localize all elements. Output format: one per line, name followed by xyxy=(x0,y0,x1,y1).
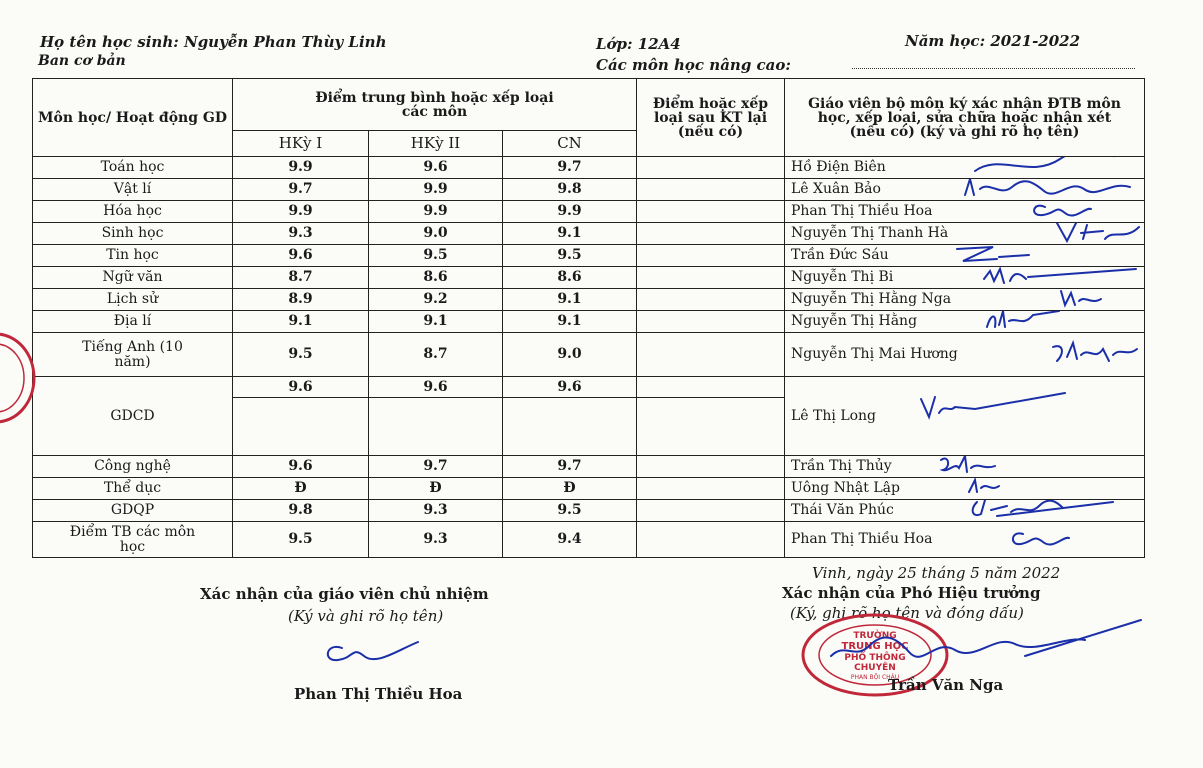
class-label: Lớp: 12A4 xyxy=(596,35,681,53)
subject-cell: Toán học xyxy=(33,157,233,179)
subject-cell: Lịch sử xyxy=(33,289,233,311)
cn-cell: 9.5 xyxy=(503,245,637,267)
seal-text-2: TRUNG HỌC xyxy=(841,641,909,652)
cn-cell: 9.9 xyxy=(503,201,637,223)
table-row xyxy=(33,267,1145,289)
homeroom-signature xyxy=(318,636,428,670)
track-label: Ban cơ bản xyxy=(38,53,126,69)
teacher-name: Nguyễn Thị Hằng Nga xyxy=(791,291,952,307)
teacher-name: Trần Thị Thủy xyxy=(791,458,892,474)
cn-cell: 9.8 xyxy=(503,179,637,201)
teacher-name: Thái Văn Phúc xyxy=(791,502,894,518)
teacher-cell xyxy=(785,267,1145,289)
cn-cell: 9.7 xyxy=(503,456,637,478)
homeroom-teacher-name: Phan Thị Thiều Hoa xyxy=(294,685,463,703)
cn-cell: 9.1 xyxy=(503,311,637,333)
teacher-cell xyxy=(785,500,1145,522)
table-row xyxy=(33,522,1145,558)
hk1-cell: 9.6 xyxy=(233,377,369,398)
hk2-cell: 9.0 xyxy=(369,223,503,245)
blank-cell xyxy=(637,398,785,456)
hk1-cell: Đ xyxy=(233,478,369,500)
teacher-cell xyxy=(785,179,1145,201)
retest-cell xyxy=(637,157,785,179)
col-header-cn: CN xyxy=(503,131,637,157)
retest-cell xyxy=(637,500,785,522)
seal-text-3: PHỔ THÔNG xyxy=(844,653,906,663)
retest-cell xyxy=(637,311,785,333)
hk1-cell: 9.8 xyxy=(233,500,369,522)
subject-cell: GDCD xyxy=(33,377,233,456)
cn-cell: 8.6 xyxy=(503,267,637,289)
hk1-cell: 9.9 xyxy=(233,157,369,179)
table-row xyxy=(33,245,1145,267)
teacher-cell xyxy=(785,289,1145,311)
col-header-hk1: HKỳ I xyxy=(233,131,369,157)
col-header-hk2: HKỳ II xyxy=(369,131,503,157)
teacher-name: Trần Đức Sáu xyxy=(791,247,889,263)
retest-cell xyxy=(637,223,785,245)
retest-cell xyxy=(637,179,785,201)
hk1-cell: 9.6 xyxy=(233,456,369,478)
teacher-name: Lê Thị Long xyxy=(791,407,877,424)
hk2-cell: 9.3 xyxy=(369,500,503,522)
retest-cell xyxy=(637,267,785,289)
subject-cell: Thể dục xyxy=(33,478,233,500)
teacher-cell xyxy=(785,223,1145,245)
retest-cell xyxy=(637,478,785,500)
signature xyxy=(1025,201,1095,223)
teacher-cell xyxy=(785,201,1145,223)
teacher-name: Nguyễn Thị Hằng xyxy=(791,313,918,329)
hk2-cell: 9.6 xyxy=(369,157,503,179)
left-edge-seal-fragment xyxy=(0,330,36,426)
hk1-cell: 8.7 xyxy=(233,267,369,289)
seal-text-5: PHAN BỘI CHÂU xyxy=(850,674,900,681)
table-row xyxy=(33,179,1145,201)
subject-cell: Hóa học xyxy=(33,201,233,223)
hk2-cell: 8.6 xyxy=(369,267,503,289)
teacher-name: Nguyễn Thị Bi xyxy=(791,269,894,285)
blank-cell xyxy=(369,398,503,456)
table-row xyxy=(33,333,1145,377)
hk2-cell: 9.9 xyxy=(369,201,503,223)
retest-cell xyxy=(637,201,785,223)
hk1-cell: 9.6 xyxy=(233,245,369,267)
school-year: Năm học: 2021-2022 xyxy=(905,32,1081,50)
teacher-cell xyxy=(785,522,1145,558)
hk2-cell: 9.3 xyxy=(369,522,503,558)
vice-principal-confirm-subtitle: (Ký, ghi rõ họ tên và đóng dấu) xyxy=(790,604,1024,622)
blank-cell xyxy=(503,398,637,456)
hk2-cell: 9.5 xyxy=(369,245,503,267)
teacher-cell xyxy=(785,245,1145,267)
table-row xyxy=(33,223,1145,245)
subject-cell: GDQP xyxy=(33,500,233,522)
homeroom-confirm-title: Xác nhận của giáo viên chủ nhiệm xyxy=(200,585,489,603)
hk2-cell: 9.2 xyxy=(369,289,503,311)
table-row xyxy=(33,311,1145,333)
subject-cell: Tin học xyxy=(33,245,233,267)
retest-cell xyxy=(637,333,785,377)
signature xyxy=(980,267,1140,289)
teacher-cell xyxy=(785,478,1145,500)
cn-cell: Đ xyxy=(503,478,637,500)
hk2-cell: Đ xyxy=(369,478,503,500)
subject-cell: Tiếng Anh (10 năm) xyxy=(33,333,233,377)
signature xyxy=(965,478,1005,500)
hk1-cell: 9.5 xyxy=(233,522,369,558)
table-row xyxy=(33,456,1145,478)
teacher-cell xyxy=(785,333,1145,377)
col-header-teacher: Giáo viên bộ môn ký xác nhận ĐTB môn học, xếp loại, sửa chữa hoặc nhận xét (nếu có) (ký và ghi rõ họ tên) xyxy=(785,79,1145,157)
retest-cell xyxy=(637,245,785,267)
hk2-cell: 8.7 xyxy=(369,333,503,377)
teacher-cell xyxy=(785,377,1145,456)
vice-principal-confirm-title: Xác nhận của Phó Hiệu trưởng xyxy=(782,584,1041,602)
teacher-name: Phan Thị Thiều Hoa xyxy=(791,203,933,219)
grades-table xyxy=(32,78,1145,558)
cn-cell: 9.5 xyxy=(503,500,637,522)
cn-cell: 9.1 xyxy=(503,289,637,311)
signature xyxy=(960,179,1135,201)
signature xyxy=(1053,223,1143,245)
retest-cell xyxy=(637,456,785,478)
subject-cell: Địa lí xyxy=(33,311,233,333)
table-row xyxy=(33,201,1145,223)
blank-cell xyxy=(233,398,369,456)
subject-cell: Công nghệ xyxy=(33,456,233,478)
teacher-name: Lê Xuân Bảo xyxy=(791,181,881,197)
signature xyxy=(953,245,1033,267)
cn-cell: 9.4 xyxy=(503,522,637,558)
teacher-cell xyxy=(785,311,1145,333)
teacher-name: Nguyễn Thị Thanh Hà xyxy=(791,225,949,241)
table-row xyxy=(33,289,1145,311)
signature xyxy=(967,500,1117,522)
signature xyxy=(970,157,1120,179)
hk2-cell: 9.6 xyxy=(369,377,503,398)
cn-cell: 9.6 xyxy=(503,377,637,398)
cn-cell: 9.7 xyxy=(503,157,637,179)
signature xyxy=(1047,339,1139,369)
subject-cell: Sinh học xyxy=(33,223,233,245)
table-row xyxy=(33,377,1145,398)
document-date: Vinh, ngày 25 tháng 5 năm 2022 xyxy=(812,564,1061,582)
col-header-average: Điểm trung bình hoặc xếp loại các môn xyxy=(233,79,637,131)
cn-cell: 9.1 xyxy=(503,223,637,245)
table-row xyxy=(33,478,1145,500)
seal-text-1: TRƯỜNG xyxy=(853,631,897,641)
table-row xyxy=(33,157,1145,179)
signature xyxy=(935,456,1005,478)
retest-cell xyxy=(637,377,785,398)
signature xyxy=(1057,289,1107,311)
teacher-cell xyxy=(785,456,1145,478)
hk1-cell: 9.7 xyxy=(233,179,369,201)
table-row xyxy=(33,500,1145,522)
subject-cell: Điểm TB các môn học xyxy=(33,522,233,558)
vice-principal-signature xyxy=(825,616,1145,672)
teacher-name: Phan Thị Thiều Hoa xyxy=(791,531,933,547)
hk1-cell: 9.5 xyxy=(233,333,369,377)
teacher-name: Uông Nhật Lập xyxy=(791,480,900,496)
vice-principal-name: Trần Văn Nga xyxy=(888,676,1004,694)
seal-text-4: CHUYÊN xyxy=(854,663,896,673)
advanced-subjects-blank xyxy=(852,68,1135,69)
subject-cell: Ngữ văn xyxy=(33,267,233,289)
teacher-name: Hồ Điện Biên xyxy=(791,159,886,175)
hk1-cell: 9.1 xyxy=(233,311,369,333)
signature xyxy=(915,389,1075,423)
hk2-cell: 9.7 xyxy=(369,456,503,478)
student-name: Họ tên học sinh: Nguyễn Phan Thùy Linh xyxy=(40,33,387,51)
hk2-cell: 9.9 xyxy=(369,179,503,201)
teacher-cell xyxy=(785,157,1145,179)
col-header-subject: Môn học/ Hoạt động GD xyxy=(33,79,233,157)
hk1-cell: 9.3 xyxy=(233,223,369,245)
homeroom-confirm-subtitle: (Ký và ghi rõ họ tên) xyxy=(288,607,444,625)
teacher-name: Nguyễn Thị Mai Hương xyxy=(791,346,958,362)
signature xyxy=(1005,526,1075,552)
col-header-retest: Điểm hoặc xếp loại sau KT lại (nếu có) xyxy=(637,79,785,157)
hk2-cell: 9.1 xyxy=(369,311,503,333)
hk1-cell: 9.9 xyxy=(233,201,369,223)
retest-cell xyxy=(637,522,785,558)
hk1-cell: 8.9 xyxy=(233,289,369,311)
signature xyxy=(983,311,1063,333)
advanced-subjects-label: Các môn học nâng cao: xyxy=(596,56,791,74)
retest-cell xyxy=(637,289,785,311)
subject-cell: Vật lí xyxy=(33,179,233,201)
cn-cell: 9.0 xyxy=(503,333,637,377)
